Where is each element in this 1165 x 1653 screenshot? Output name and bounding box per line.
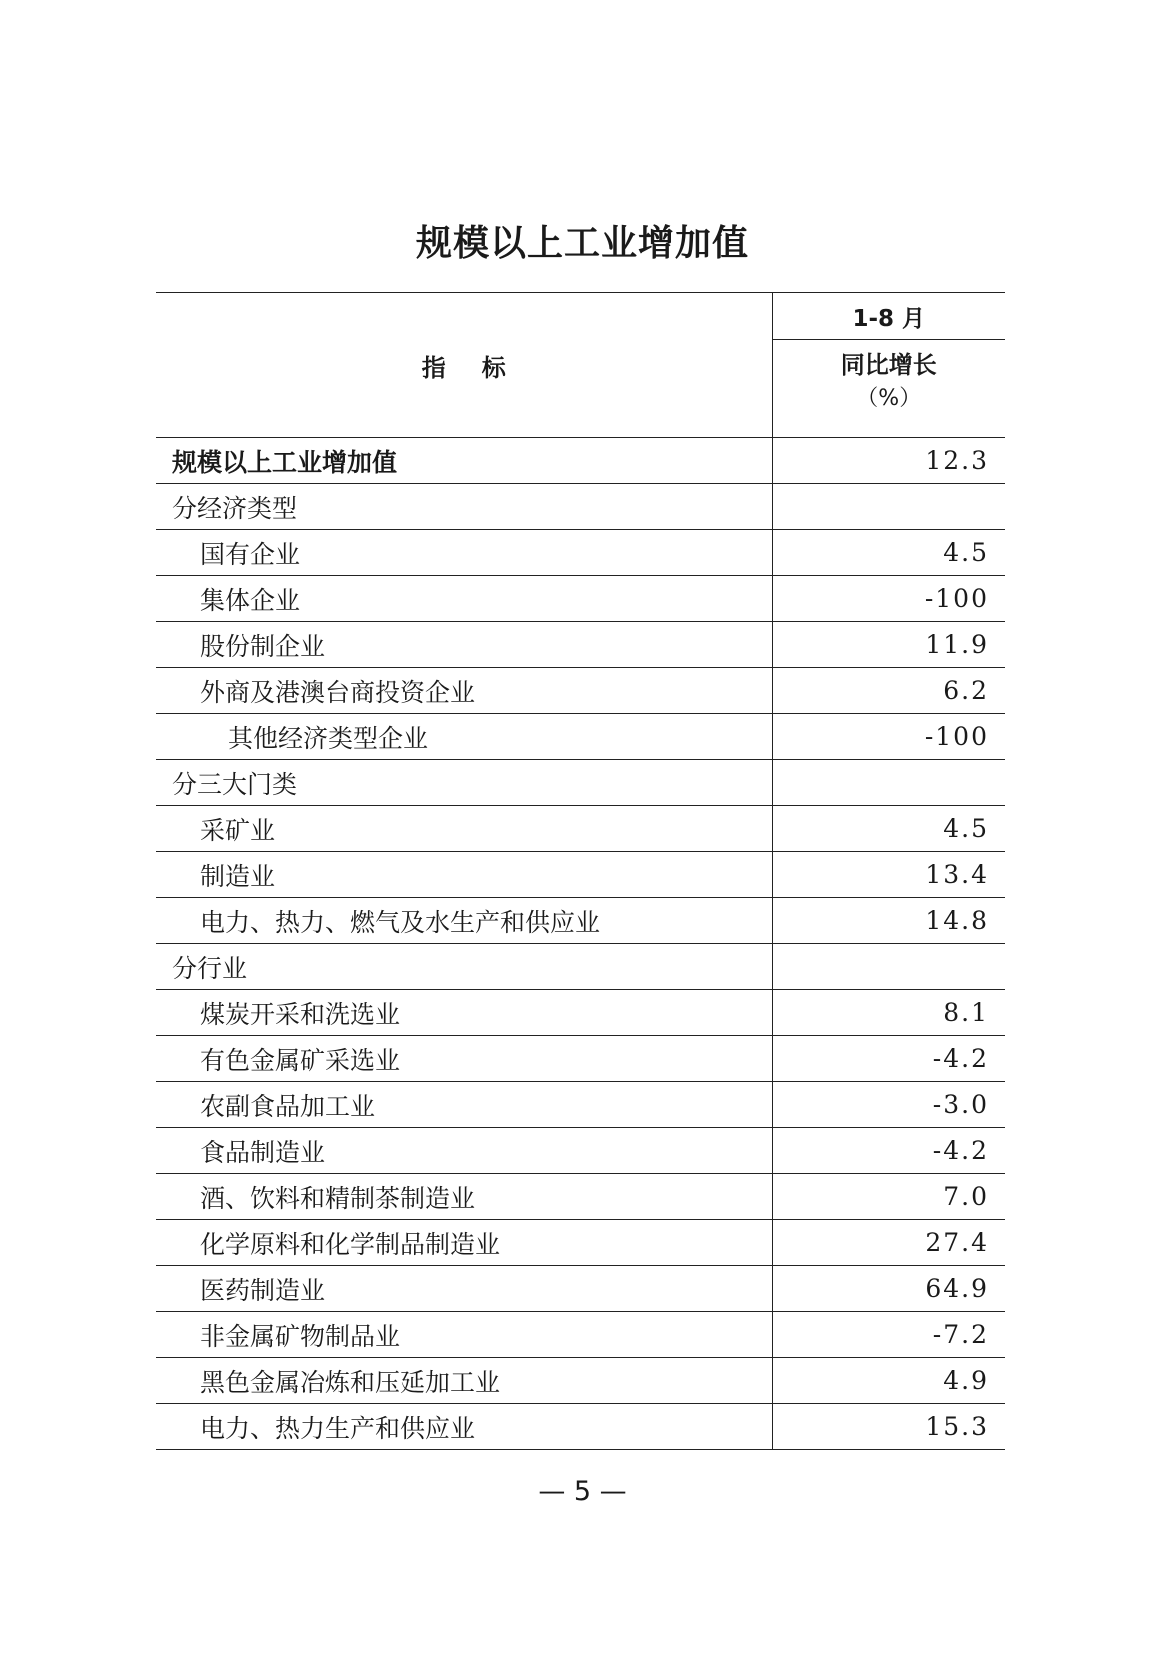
table-row bbox=[156, 1266, 1005, 1312]
growth-value: 27.4 bbox=[772, 1220, 1005, 1266]
table-header-row bbox=[156, 293, 1005, 340]
indicator-column-header bbox=[156, 293, 772, 438]
indicator-name: 电力、热力、燃气及水生产和供应业 bbox=[156, 898, 772, 944]
table-row bbox=[156, 484, 1005, 530]
table-row bbox=[156, 576, 1005, 622]
growth-value: 4.5 bbox=[772, 530, 1005, 576]
indicator-name: 化学原料和化学制品制造业 bbox=[156, 1220, 772, 1266]
growth-value: -100 bbox=[772, 576, 1005, 622]
growth-value: 4.9 bbox=[772, 1358, 1005, 1404]
indicator-name: 农副食品加工业 bbox=[156, 1082, 772, 1128]
growth-value: -4.2 bbox=[772, 1036, 1005, 1082]
indicator-name: 国有企业 bbox=[156, 530, 772, 576]
growth-value: 11.9 bbox=[772, 622, 1005, 668]
indicator-name: 分经济类型 bbox=[156, 484, 772, 530]
table-row bbox=[156, 990, 1005, 1036]
growth-value: 6.2 bbox=[772, 668, 1005, 714]
period-header: 1-8 月 bbox=[772, 293, 1005, 340]
growth-value: 64.9 bbox=[772, 1266, 1005, 1312]
growth-value: 8.1 bbox=[772, 990, 1005, 1036]
indicator-name: 分三大门类 bbox=[156, 760, 772, 806]
indicator-name: 非金属矿物制品业 bbox=[156, 1312, 772, 1358]
indicator-header-char-2: 标 bbox=[481, 353, 506, 382]
table-row bbox=[156, 668, 1005, 714]
growth-value bbox=[772, 484, 1005, 530]
growth-value: -3.0 bbox=[772, 1082, 1005, 1128]
indicator-name: 黑色金属冶炼和压延加工业 bbox=[156, 1358, 772, 1404]
indicator-name: 股份制企业 bbox=[156, 622, 772, 668]
indicator-name: 电力、热力生产和供应业 bbox=[156, 1404, 772, 1450]
page-number: — 5 — bbox=[538, 1476, 627, 1507]
growth-column-header bbox=[772, 340, 1005, 438]
growth-value: -100 bbox=[772, 714, 1005, 760]
growth-value: 12.3 bbox=[772, 438, 1005, 484]
indicator-name: 酒、饮料和精制茶制造业 bbox=[156, 1174, 772, 1220]
table-row bbox=[156, 1312, 1005, 1358]
indicator-name: 集体企业 bbox=[156, 576, 772, 622]
growth-value: 4.5 bbox=[772, 806, 1005, 852]
growth-value: -7.2 bbox=[772, 1312, 1005, 1358]
indicator-name: 采矿业 bbox=[156, 806, 772, 852]
table-row bbox=[156, 714, 1005, 760]
indicator-name: 其他经济类型企业 bbox=[156, 714, 772, 760]
table-row bbox=[156, 852, 1005, 898]
table-row bbox=[156, 944, 1005, 990]
growth-value bbox=[772, 760, 1005, 806]
growth-value: 15.3 bbox=[772, 1404, 1005, 1450]
indicator-name: 食品制造业 bbox=[156, 1128, 772, 1174]
indicator-header-char-1: 指 bbox=[421, 353, 446, 382]
table-row bbox=[156, 1128, 1005, 1174]
table-row bbox=[156, 1220, 1005, 1266]
table-row bbox=[156, 622, 1005, 668]
table-row bbox=[156, 806, 1005, 852]
growth-label: 同比增长 bbox=[840, 351, 937, 379]
table-row bbox=[156, 1174, 1005, 1220]
indicator-name: 规模以上工业增加值 bbox=[156, 438, 772, 484]
growth-value: 14.8 bbox=[772, 898, 1005, 944]
indicator-name: 外商及港澳台商投资企业 bbox=[156, 668, 772, 714]
table-row bbox=[156, 1358, 1005, 1404]
table-row bbox=[156, 530, 1005, 576]
table-row bbox=[156, 1082, 1005, 1128]
table-row bbox=[156, 898, 1005, 944]
page-title: 规模以上工业增加值 bbox=[415, 223, 749, 264]
indicator-name: 有色金属矿采选业 bbox=[156, 1036, 772, 1082]
table-row bbox=[156, 1036, 1005, 1082]
indicator-name: 煤炭开采和洗选业 bbox=[156, 990, 772, 1036]
table-row bbox=[156, 760, 1005, 806]
unit-label: （%） bbox=[856, 386, 922, 411]
indicator-name: 制造业 bbox=[156, 852, 772, 898]
indicator-name: 医药制造业 bbox=[156, 1266, 772, 1312]
growth-value bbox=[772, 944, 1005, 990]
indicator-name: 分行业 bbox=[156, 944, 772, 990]
table-row bbox=[156, 1404, 1005, 1450]
growth-value: 13.4 bbox=[772, 852, 1005, 898]
growth-value: 7.0 bbox=[772, 1174, 1005, 1220]
industrial-value-added-table bbox=[156, 292, 1005, 1450]
growth-value: -4.2 bbox=[772, 1128, 1005, 1174]
table-row bbox=[156, 438, 1005, 484]
